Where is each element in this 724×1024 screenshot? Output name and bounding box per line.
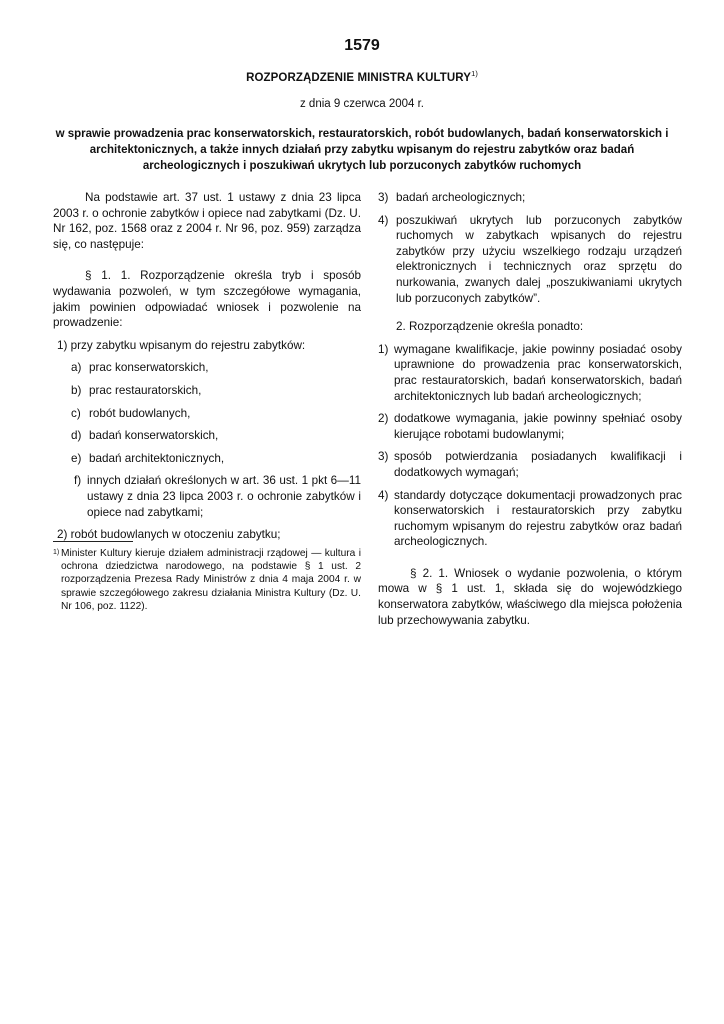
- list-item: [378, 449, 682, 480]
- list-item-number: 1): [57, 338, 68, 352]
- sub-item-text: robót budowlanych,: [89, 406, 191, 420]
- sub-list-item: [53, 406, 361, 422]
- list-item-number: 2): [378, 412, 389, 426]
- sub-item-text: prac restauratorskich,: [89, 383, 202, 397]
- sub-list-item: [53, 428, 361, 444]
- sub-item-text: innych działań określonych w art. 36 ust. 1 pkt 6—11 ustawy z dnia 23 lipca 2003 r. o ochronie zabytków i opiece nad zabytkami;: [87, 474, 361, 519]
- regulation-subject: w sprawie prowadzenia prac konserwatorskich, restauratorskich, robót budowlanych, badań konserwatorskich i architektonicznych, a także innych działań przy zabytku wpisanym do rejestru zabytków oraz badań archeologicznych i poszukiwań ukrytych lub porzuconych zabytków ruchomych: [55, 128, 669, 172]
- footnote-mark: 1): [53, 549, 60, 556]
- sub-item-letter: e): [71, 451, 82, 465]
- list-item-number: 3): [378, 191, 389, 204]
- list-item: [378, 190, 682, 206]
- sub-list-item: [53, 383, 361, 399]
- list-item: [378, 411, 682, 442]
- list-item-text: sposób potwierdzania posiadanych kwalifikacji i dodatkowych wymagań;: [394, 450, 682, 479]
- list-item-text: badań archeologicznych;: [396, 191, 526, 204]
- list-item-text: dodatkowe wymagania, jakie powinny spełniać osoby kierujące robotami budowlanymi;: [394, 412, 682, 441]
- footnote-divider: [53, 541, 133, 542]
- sub-item-text: prac konserwatorskich,: [89, 361, 209, 375]
- list-item-text: poszukiwań ukrytych lub porzuconych zabytków ruchomych w zabytkach wpisanych do rejestru zabytków przy użyciu wszelkiego rodzaju urządzeń elektronicznych i technicznych oraz sprzętu do nurkowania, zwanych dalej „poszukiwaniami ukrytych lub porzuconych zabytków”.: [396, 213, 682, 305]
- list-item: [378, 488, 682, 550]
- list-item: [53, 338, 361, 354]
- sub-item-letter: c): [71, 406, 81, 420]
- list-item: [378, 213, 682, 307]
- preamble: Na podstawie art. 37 ust. 1 ustawy z dnia 23 lipca 2003 r. o ochronie zabytków i opiece nad zabytkami (Dz. U. Nr 162, poz. 1568 oraz z 2004 r. Nr 96, poz. 959) zarządza się, co następuje:: [53, 191, 361, 251]
- sub-item-letter: d): [71, 429, 82, 443]
- sub-list-item: [53, 473, 361, 520]
- section-2-paragraph: § 2. 1. Wniosek o wydanie pozwolenia, o którym mowa w § 1 ust. 1, składa się do wojewódzkiego konserwatora zabytków, właściwego dla miejsca położenia lub przechowywania zabytku.: [378, 566, 682, 627]
- list-item-number: 2): [57, 528, 68, 542]
- sub-list-item: [53, 360, 361, 376]
- list-item-number: 4): [378, 213, 389, 227]
- list-item-number: 3): [378, 450, 389, 464]
- footnote: [53, 547, 361, 613]
- section-1-2-intro: 2. Rozporządzenie określa ponadto:: [396, 320, 584, 334]
- section-1-intro: § 1. 1. Rozporządzenie określa tryb i sposób wydawania pozwoleń, w tym szczegółowe wymagania, jakim powinien odpowiadać wniosek i pozwolenie na prowadzenie:: [53, 269, 361, 330]
- list-item-number: 1): [378, 342, 389, 356]
- sub-item-letter: b): [71, 383, 82, 397]
- sub-item-letter: a): [71, 361, 82, 375]
- regulation-date: z dnia 9 czerwca 2004 r.: [299, 98, 424, 110]
- right-column: [378, 190, 682, 628]
- list-item-number: 4): [378, 488, 389, 502]
- left-column: [53, 190, 361, 543]
- footnote-text: Minister Kultury kieruje działem administracji rządowej — kultura i ochrona dziedzictwa narodowego, na podstawie § 1 ust. 2 rozporządzenia Prezesa Rady Ministrów z dnia 4 maja 2004 r. w sprawie szczegółowego zakresu działania Ministra Kultury (Dz. U. Nr 106, poz. 1122).: [61, 548, 361, 612]
- sub-list-item: [53, 451, 361, 467]
- list-item-text: robót budowlanych w otoczeniu zabytku;: [70, 528, 281, 542]
- regulation-title: [0, 69, 724, 84]
- list-item-text: wymagane kwalifikacje, jakie powinny posiadać osoby uprawnione do prowadzenia prac konserwatorskich, prac restauratorskich, badań konserwatorskich, badań architektonicznych lub badań archeologicznych;: [394, 342, 682, 403]
- sub-item-text: badań konserwatorskich,: [89, 429, 219, 443]
- list-item-text: przy zabytku wpisanym do rejestru zabytków:: [70, 338, 306, 352]
- regulation-title-text: ROZPORZĄDZENIE MINISTRA KULTURY: [246, 71, 472, 84]
- list-item: [378, 342, 682, 404]
- sub-item-letter: f): [74, 474, 82, 488]
- list-item-text: standardy dotyczące dokumentacji prowadzonych prac konserwatorskich i restauratorskich przy zabytku ruchomym wpisanym do rejestru zabytków oraz badań archeologicznych.: [394, 488, 682, 549]
- page-number: 1579: [344, 37, 380, 54]
- title-footnote-mark: 1): [471, 69, 478, 78]
- sub-item-text: badań architektonicznych,: [89, 451, 225, 465]
